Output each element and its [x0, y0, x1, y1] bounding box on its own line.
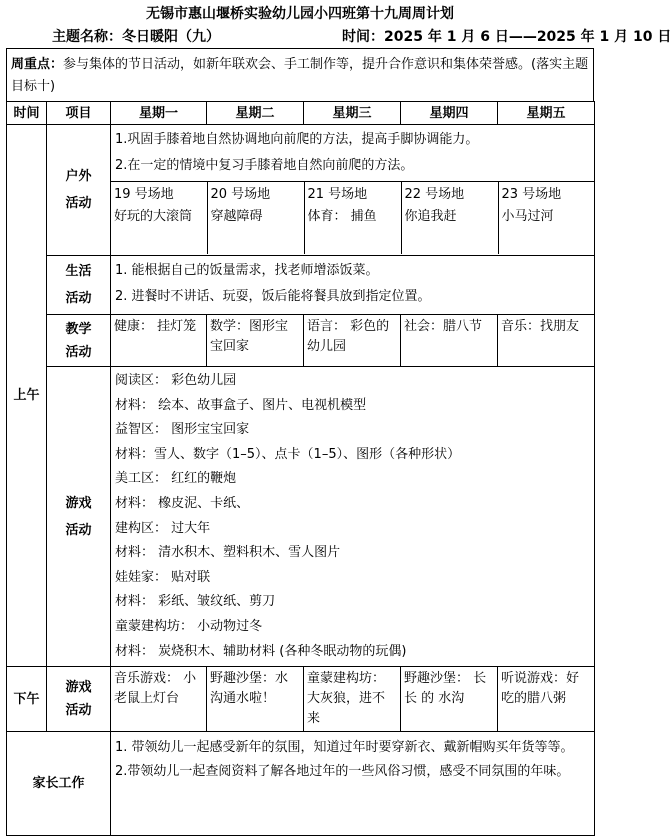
theme-value: 冬日暖阳（九）	[122, 29, 220, 45]
games-content	[111, 367, 595, 667]
afternoon-friday: 听说游戏：好吃的腊八粥	[498, 667, 595, 732]
schedule-table	[6, 101, 595, 836]
time-value: 2025 年 1 月 6 日——2025 年 1 月 10 日	[384, 29, 671, 45]
outdoor-monday	[111, 182, 207, 254]
weekly-focus-text	[11, 54, 591, 98]
life-content	[111, 256, 595, 315]
outdoor-row	[7, 125, 595, 256]
afternoon-thursday: 野趣沙堡： 长 长 的 水沟	[401, 667, 498, 732]
outdoor-monday-place: 19 号场地	[114, 187, 174, 202]
theme-label: 主题名称：	[52, 29, 122, 45]
life-goal-1: 1. 能根据自己的饭量需求，找老师增添饭菜。	[115, 263, 379, 278]
games-line-10: 材料： 彩纸、皱纹纸、剪刀	[115, 594, 276, 610]
parent-row	[7, 732, 595, 836]
games-line-4: 材料：雪人、数字（1–5）、点卡（1–5）、图形（各种形状）	[115, 446, 461, 462]
afternoon-wednesday: 童蒙建构坊： 大灰狼，进不来	[304, 667, 401, 732]
outdoor-monday-activity: 好玩的大滚筒	[114, 209, 193, 224]
document-title: 无锡市惠山堰桥实验幼儿园小四班第十九周周计划	[146, 6, 454, 22]
teaching-friday: 音乐：找朋友	[498, 315, 595, 367]
outdoor-tuesday-activity: 穿越障碍	[210, 209, 263, 224]
parent-line-2: 2.带领幼儿一起查阅资料了解各地过年的一些风俗习惯，感受不同氛围的年味。	[115, 764, 570, 780]
outdoor-content	[111, 125, 595, 256]
focus-content: 参与集体的节日活动，如新年联欢会、手工制作等，提升合作意识和集体荣誉感。(落实主题目标十)	[11, 57, 589, 94]
outdoor-tuesday-place: 20 号场地	[210, 187, 271, 202]
header-wednesday: 星期三	[304, 102, 401, 125]
life-label	[47, 256, 111, 315]
teaching-wednesday: 语言： 彩色的幼儿园	[304, 315, 401, 367]
outdoor-wednesday	[304, 182, 401, 254]
afternoon-row	[7, 667, 595, 732]
outdoor-friday	[498, 182, 595, 254]
time-info	[342, 27, 671, 47]
games-row	[7, 367, 595, 667]
games-line-11: 童蒙建构坊： 小动物过冬	[115, 618, 263, 634]
teaching-row	[7, 315, 595, 367]
outdoor-wednesday-place: 21 号场地	[307, 187, 368, 202]
time-label: 时间：	[342, 29, 384, 45]
games-label-line2: 活动	[65, 522, 92, 538]
theme-info	[52, 27, 220, 47]
outdoor-days-table	[111, 181, 595, 254]
header-monday: 星期一	[111, 102, 207, 125]
games-line-8: 材料： 清水积木、塑料积木、雪人图片	[115, 545, 341, 561]
teaching-tuesday: 数学：图形宝宝回家	[207, 315, 304, 367]
games-line-2: 材料： 绘本、故事盒子、图片、电视机模型	[115, 397, 367, 413]
teaching-label-line1: 教学	[65, 321, 92, 337]
outdoor-label-line2: 活动	[65, 196, 92, 211]
outdoor-wednesday-activity: 体育： 捕鱼	[307, 209, 377, 224]
games-line-6: 材料： 橡皮泥、卡纸、	[115, 495, 250, 511]
life-row	[7, 256, 595, 315]
afternoon-label: 下午	[7, 667, 47, 732]
afternoon-monday: 音乐游戏： 小老鼠上灯台	[111, 667, 207, 732]
outdoor-thursday	[401, 182, 498, 254]
outdoor-goals	[111, 125, 594, 181]
parent-label: 家长工作	[7, 732, 111, 836]
outdoor-label-line1: 户外	[65, 169, 92, 184]
outdoor-days-row	[111, 182, 595, 254]
outdoor-thursday-place: 22 号场地	[404, 187, 465, 202]
life-label-line2: 活动	[65, 291, 92, 306]
teaching-label	[47, 315, 111, 367]
header-thursday: 星期四	[401, 102, 498, 125]
focus-label: 周重点：	[11, 57, 64, 72]
afternoon-games-label-line2: 活动	[65, 703, 92, 719]
life-label-line1: 生活	[65, 264, 92, 279]
afternoon-games-label	[47, 667, 111, 732]
header-friday: 星期五	[498, 102, 595, 125]
outdoor-friday-activity: 小马过河	[501, 209, 554, 224]
weekly-focus-box	[6, 48, 594, 102]
parent-content	[111, 732, 595, 836]
header-item: 项目	[47, 102, 111, 125]
games-line-7: 建构区： 过大年	[115, 520, 211, 536]
header-time: 时间	[7, 102, 47, 125]
parent-line-1: 1. 带领幼儿一起感受新年的氛围，知道过年时要穿新衣、戴新帽购买年货等等。	[115, 740, 574, 756]
games-line-9: 娃娃家： 贴对联	[115, 569, 211, 585]
outdoor-friday-place: 23 号场地	[501, 187, 562, 202]
life-goal-2: 2. 进餐时不讲话、玩耍，饭后能将餐具放到指定位置。	[115, 289, 431, 304]
header-tuesday: 星期二	[207, 102, 304, 125]
morning-label: 上午	[7, 125, 47, 667]
teaching-monday: 健康： 挂灯笼	[111, 315, 207, 367]
outdoor-label	[47, 125, 111, 256]
teaching-thursday: 社会：腊八节	[401, 315, 498, 367]
outdoor-tuesday	[207, 182, 304, 254]
afternoon-games-label-line1: 游戏	[65, 680, 92, 696]
games-line-3: 益智区： 图形宝宝回家	[115, 422, 250, 438]
games-line-1: 阅读区： 彩色幼儿园	[115, 373, 237, 388]
header-row	[7, 102, 595, 125]
outdoor-thursday-activity: 你追我赶	[404, 209, 457, 224]
games-label-line1: 游戏	[65, 495, 92, 511]
outdoor-goal-2: 2.在一定的情境中复习手膝着地自然向前爬的方法。	[115, 158, 414, 173]
games-line-12: 材料： 炭烧积木、辅助材料 (各种冬眠动物的玩偶)	[115, 643, 407, 659]
games-label	[47, 367, 111, 667]
games-line-5: 美工区： 红红的鞭炮	[115, 471, 237, 487]
teaching-label-line2: 活动	[65, 344, 92, 360]
afternoon-tuesday: 野趣沙堡：水沟通水啦！	[207, 667, 304, 732]
outdoor-goal-1: 1.巩固手膝着地自然协调地向前爬的方法，提高手脚协调能力。	[115, 132, 479, 147]
